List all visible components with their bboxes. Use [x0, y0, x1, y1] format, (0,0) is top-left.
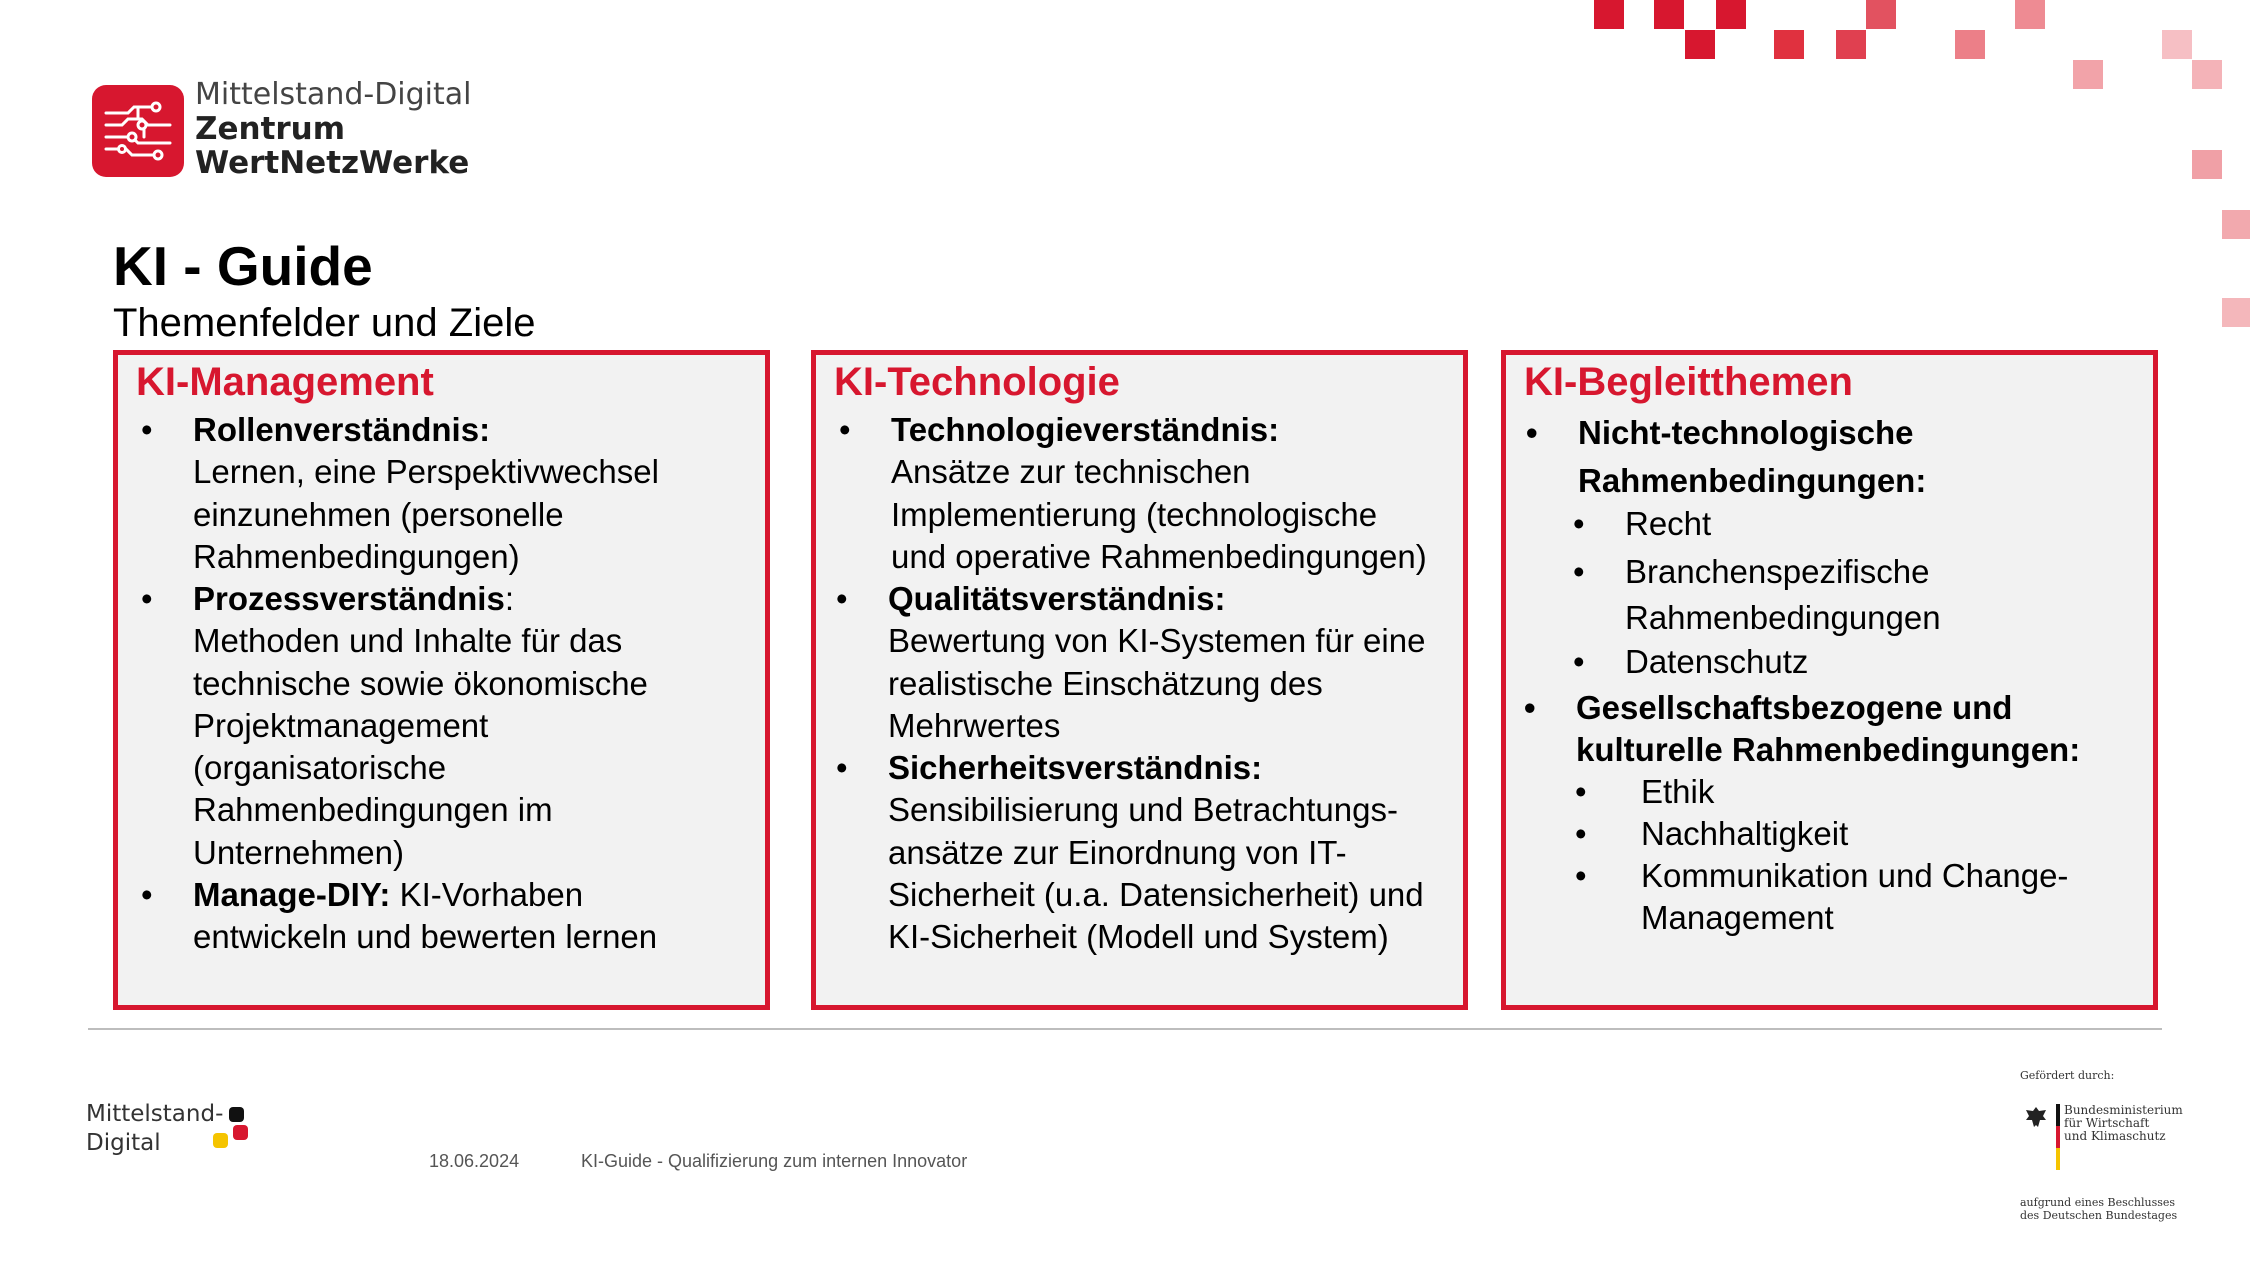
box-title: KI-Begleitthemen [1524, 360, 1853, 404]
footer-caption: KI-Guide - Qualifizierung zum internen Innovator [581, 1151, 968, 1171]
mittelstand-digital-footer-logo [86, 1100, 223, 1158]
bundestag-text: aufgrund eines Beschlusses des Deutschen Bundestages [2020, 1196, 2178, 1222]
center-logo-text [195, 78, 472, 180]
list-item: • Recht [1573, 505, 1712, 542]
box-ki-begleitthemen [1501, 350, 2158, 1010]
list-item: • Nicht-technologische Rahmenbedingungen: [1526, 414, 1927, 499]
logo-line-3: WertNetzWerke [195, 145, 470, 181]
list-item: • Technologieverständnis: Ansätze zur technischen Implementierung (technologische und operative Rahmenbedingungen) [839, 411, 1427, 575]
list-item: • Manage-DIY: KI-Vorhaben entwickeln und bewerten lernen [141, 876, 658, 956]
list-item: • Ethik [1575, 773, 1715, 810]
logo-line-2: Zentrum [195, 111, 346, 147]
list-item: • Nachhaltigkeit [1575, 815, 1849, 852]
box-ki-management [113, 350, 770, 1010]
list-item: • Datenschutz [1573, 643, 1809, 680]
md-logo-line-1: Mittelstand- [86, 1101, 224, 1127]
list-item: • Prozessverständnis: Methoden und Inhalte für das technische sowie ökonomische Projektmanagement (organisatorische Rahmenbedingungen im Unternehmen) [141, 580, 648, 871]
md-logo-line-2: Digital [86, 1130, 161, 1156]
list-item: • Branchenspezifische Rahmenbedingungen [1573, 553, 1941, 636]
box-title: KI-Technologie [834, 360, 1120, 404]
list-item: • Qualitätsverständnis: Bewertung von KI-Systemen für eine realistische Einschätzung des Mehrwertes [836, 580, 1426, 744]
page-subtitle: Themenfelder und Ziele [113, 301, 536, 345]
list-item: • Rollenverständnis: Lernen, eine Perspektivwechsel einzunehmen (personelle Rahmenbedingungen) [141, 411, 659, 575]
list-item: • Kommunikation und Change- Management [1575, 857, 2069, 937]
box-title: KI-Management [136, 360, 434, 404]
page-title: KI - Guide [113, 235, 373, 297]
bmwk-text: Bundesministerium für Wirtschaft und Klimaschutz [2064, 1103, 2183, 1143]
gefoerdert-label: Gefördert durch: [2020, 1069, 2115, 1082]
list-item: • Sicherheitsverständnis: Sensibilisierung und Betrachtungs- ansätze zur Einordnung von IT- Sicherheit (u.a. Datensicherheit) und KI-Sicherheit (Modell und System) [836, 749, 1424, 956]
list-item: • Gesellschaftsbezogene und kulturelle Rahmenbedingungen: [1524, 689, 2081, 769]
mittelstand-digital-logo-icon [92, 85, 184, 177]
circuit-icon [92, 85, 184, 177]
box-ki-technologie [811, 350, 1468, 1010]
eagle-icon [2024, 1105, 2048, 1136]
divider [88, 1028, 2162, 1030]
footer-date: 18.06.2024 [429, 1151, 520, 1171]
logo-line-1: Mittelstand-Digital [195, 77, 472, 112]
